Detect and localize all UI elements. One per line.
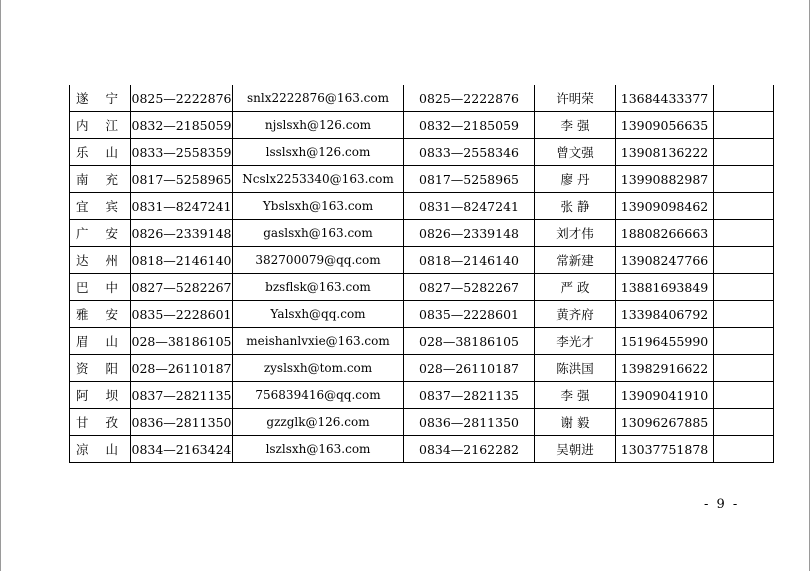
email-cell: njslsxh@126.com — [233, 112, 404, 139]
contact-name-cell: 刘才伟 — [535, 220, 616, 247]
mobile-cell: 13982916622 — [616, 355, 714, 382]
contact-phone-cell: 0826—2339148 — [404, 220, 535, 247]
email-cell: snlx2222876@163.com — [233, 85, 404, 112]
blank-cell — [714, 193, 774, 220]
city-name: 遂 宁 — [76, 91, 118, 106]
mobile-cell: 13909041910 — [616, 382, 714, 409]
city-cell — [70, 301, 131, 328]
city-name: 乐 山 — [76, 145, 118, 160]
mobile-cell: 13881693849 — [616, 274, 714, 301]
office-phone-cell: 028—38186105 — [131, 328, 233, 355]
city-name: 达 州 — [76, 253, 118, 268]
page-number: - 9 - — [704, 497, 740, 512]
mobile-cell: 13909098462 — [616, 193, 714, 220]
email-cell: gaslsxh@163.com — [233, 220, 404, 247]
city-cell — [70, 247, 131, 274]
table-row — [70, 355, 774, 382]
city-cell — [70, 166, 131, 193]
city-name: 雅 安 — [76, 307, 118, 322]
blank-cell — [714, 436, 774, 463]
office-phone-cell: 0827—5282267 — [131, 274, 233, 301]
blank-cell — [714, 112, 774, 139]
office-phone-cell: 0826—2339148 — [131, 220, 233, 247]
contact-name-cell: 廖 丹 — [535, 166, 616, 193]
blank-cell — [714, 274, 774, 301]
blank-cell — [714, 247, 774, 274]
mobile-cell: 13096267885 — [616, 409, 714, 436]
city-name: 资 阳 — [76, 361, 118, 376]
email-cell: 756839416@qq.com — [233, 382, 404, 409]
email-cell: gzzglk@126.com — [233, 409, 404, 436]
contact-phone-cell: 0836—2811350 — [404, 409, 535, 436]
contact-name-cell: 李 强 — [535, 382, 616, 409]
contact-name-cell: 陈洪国 — [535, 355, 616, 382]
table-row — [70, 382, 774, 409]
city-name: 凉 山 — [76, 442, 118, 457]
table-row — [70, 274, 774, 301]
blank-cell — [714, 220, 774, 247]
contact-name-cell: 吴朝进 — [535, 436, 616, 463]
city-cell — [70, 409, 131, 436]
city-name: 阿 坝 — [76, 388, 118, 403]
blank-cell — [714, 382, 774, 409]
mobile-cell: 13909056635 — [616, 112, 714, 139]
table-row — [70, 193, 774, 220]
mobile-cell: 13037751878 — [616, 436, 714, 463]
city-cell — [70, 193, 131, 220]
city-name: 内 江 — [76, 118, 118, 133]
page-edge-left — [0, 0, 1, 571]
office-phone-cell: 0831—8247241 — [131, 193, 233, 220]
contacts-table — [69, 85, 774, 463]
office-phone-cell: 0837—2821135 — [131, 382, 233, 409]
table-row — [70, 112, 774, 139]
email-cell: lszlsxh@163.com — [233, 436, 404, 463]
email-cell: 382700079@qq.com — [233, 247, 404, 274]
email-cell: Yalsxh@qq.com — [233, 301, 404, 328]
city-cell — [70, 355, 131, 382]
mobile-cell: 13908247766 — [616, 247, 714, 274]
blank-cell — [714, 301, 774, 328]
contact-phone-cell: 028—38186105 — [404, 328, 535, 355]
contact-name-cell: 李 强 — [535, 112, 616, 139]
table-row — [70, 409, 774, 436]
office-phone-cell: 0833—2558359 — [131, 139, 233, 166]
city-cell — [70, 139, 131, 166]
blank-cell — [714, 328, 774, 355]
table-row — [70, 220, 774, 247]
contact-phone-cell: 0834—2162282 — [404, 436, 535, 463]
mobile-cell: 13398406792 — [616, 301, 714, 328]
city-name: 眉 山 — [76, 334, 118, 349]
email-cell: Ybslsxh@163.com — [233, 193, 404, 220]
email-cell: zyslsxh@tom.com — [233, 355, 404, 382]
contact-name-cell: 黄齐府 — [535, 301, 616, 328]
contact-phone-cell: 0837—2821135 — [404, 382, 535, 409]
office-phone-cell: 028—26110187 — [131, 355, 233, 382]
table-row — [70, 247, 774, 274]
table-row — [70, 301, 774, 328]
table-row — [70, 436, 774, 463]
blank-cell — [714, 139, 774, 166]
contact-name-cell: 张 静 — [535, 193, 616, 220]
city-cell — [70, 274, 131, 301]
contact-phone-cell: 028—26110187 — [404, 355, 535, 382]
office-phone-cell: 0835—2228601 — [131, 301, 233, 328]
office-phone-cell: 0832—2185059 — [131, 112, 233, 139]
contact-phone-cell: 0825—2222876 — [404, 85, 535, 112]
table-row — [70, 139, 774, 166]
office-phone-cell: 0834—2163424 — [131, 436, 233, 463]
mobile-cell: 18808266663 — [616, 220, 714, 247]
city-name: 巴 中 — [76, 280, 118, 295]
city-cell — [70, 112, 131, 139]
contact-phone-cell: 0833—2558346 — [404, 139, 535, 166]
city-name: 广 安 — [76, 226, 118, 241]
contact-phone-cell: 0835—2228601 — [404, 301, 535, 328]
contact-phone-cell: 0817—5258965 — [404, 166, 535, 193]
city-name: 南 充 — [76, 172, 118, 187]
contact-name-cell: 李光才 — [535, 328, 616, 355]
city-cell — [70, 382, 131, 409]
table-row — [70, 166, 774, 193]
contact-name-cell: 常新建 — [535, 247, 616, 274]
contact-phone-cell: 0832—2185059 — [404, 112, 535, 139]
contact-name-cell: 曾文强 — [535, 139, 616, 166]
email-cell: lsslsxh@126.com — [233, 139, 404, 166]
blank-cell — [714, 355, 774, 382]
contacts-table-body — [70, 85, 774, 463]
mobile-cell: 13684433377 — [616, 85, 714, 112]
email-cell: meishanlvxie@163.com — [233, 328, 404, 355]
email-cell: bzsflsk@163.com — [233, 274, 404, 301]
mobile-cell: 15196455990 — [616, 328, 714, 355]
contact-name-cell: 严 政 — [535, 274, 616, 301]
contact-name-cell: 许明荣 — [535, 85, 616, 112]
city-cell — [70, 85, 131, 112]
city-name: 甘 孜 — [76, 415, 118, 430]
city-name: 宜 宾 — [76, 199, 118, 214]
contact-phone-cell: 0831—8247241 — [404, 193, 535, 220]
blank-cell — [714, 409, 774, 436]
email-cell: Ncslx2253340@163.com — [233, 166, 404, 193]
blank-cell — [714, 166, 774, 193]
contact-name-cell: 谢 毅 — [535, 409, 616, 436]
office-phone-cell: 0817—5258965 — [131, 166, 233, 193]
contact-phone-cell: 0818—2146140 — [404, 247, 535, 274]
office-phone-cell: 0825—2222876 — [131, 85, 233, 112]
city-cell — [70, 220, 131, 247]
office-phone-cell: 0818—2146140 — [131, 247, 233, 274]
table-row — [70, 85, 774, 112]
mobile-cell: 13990882987 — [616, 166, 714, 193]
city-cell — [70, 328, 131, 355]
city-cell — [70, 436, 131, 463]
mobile-cell: 13908136222 — [616, 139, 714, 166]
blank-cell — [714, 85, 774, 112]
contact-phone-cell: 0827—5282267 — [404, 274, 535, 301]
office-phone-cell: 0836—2811350 — [131, 409, 233, 436]
table-row — [70, 328, 774, 355]
